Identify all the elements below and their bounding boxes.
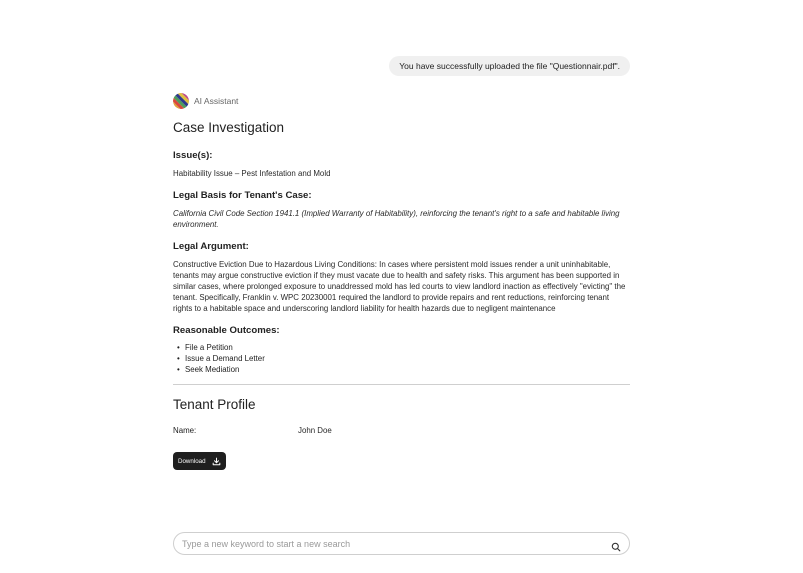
tenant-name-value: John Doe — [298, 426, 332, 436]
download-button[interactable] — [173, 452, 226, 470]
tenant-profile-title: Tenant Profile — [173, 397, 256, 413]
assistant-name: AI Assistant — [194, 96, 239, 106]
outcomes-heading: Reasonable Outcomes: — [173, 324, 280, 336]
list-item: • Seek Mediation — [173, 364, 630, 375]
search-icon[interactable] — [611, 539, 621, 549]
assistant-header — [173, 92, 630, 110]
legal-basis-heading: Legal Basis for Tenant's Case: — [173, 190, 312, 202]
search-input[interactable] — [182, 539, 611, 549]
issues-heading: Issue(s): — [173, 150, 213, 161]
legal-argument-heading: Legal Argument: — [173, 240, 249, 252]
list-item: • Issue a Demand Letter — [173, 353, 630, 364]
striped-logo-icon — [173, 93, 189, 109]
tenant-name-label: Name: — [173, 426, 197, 436]
issues-text: Habitability Issue – Pest Infestation and Mold — [173, 169, 331, 178]
case-title: Case Investigation — [173, 120, 285, 135]
user-message-bubble: You have successfully uploaded the file "Questionnair.pdf". — [389, 56, 630, 76]
legal-argument-text: Constructive Eviction Due to Hazardous Living Conditions: In cases where persistent mold issues render a unit uninhabitable, tenants may argue constructive eviction if they must vacate due to health and safety risks. This argument has been supported in similar cases, where prolonged exposure to unaddressed mold has led courts to view landlord inaction as effectively "evicting" the tenant. Specifically, Franklin v. WPC 20230001 required the landlord to provide repairs and rent reductions, reinforcing tenant rights to a habitable space and underscoring landlord liability for health hazards due to negligent maintenance — [173, 259, 626, 314]
search-bar — [173, 532, 630, 555]
legal-basis-text: California Civil Code Section 1941.1 (Implied Warranty of Habitability), reinforcing the tenant's right to a safe and habitable living environment. — [173, 209, 620, 230]
outcomes-list — [173, 342, 630, 376]
list-item: • File a Petition — [173, 342, 630, 353]
tenant-name-row — [173, 426, 630, 435]
download-icon — [212, 457, 221, 466]
section-divider — [173, 384, 630, 385]
assistant-response — [173, 92, 630, 470]
download-label: Download — [178, 457, 206, 465]
